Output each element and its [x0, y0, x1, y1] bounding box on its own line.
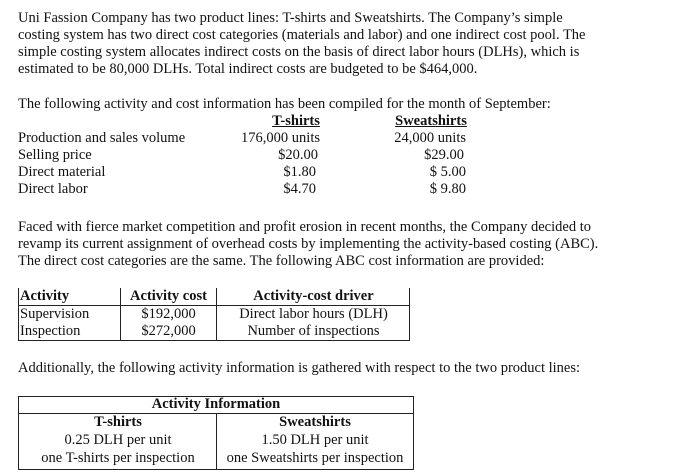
- info-cell-tshirts-dlh: 0.25 DLH per unit: [64, 432, 172, 448]
- info-header-tshirts: T-shirts: [94, 414, 142, 430]
- intro-line-3: simple costing system allocates indirect costs on the basis of direct labor hours (DLHs), which is: [18, 44, 580, 60]
- info-cell-sweatshirts-inspection: one Sweatshirts per inspection: [226, 450, 404, 466]
- intro-line-4: estimated to be 80,000 DLHs. Total indirect costs are budgeted to be $464,000.: [18, 61, 478, 77]
- intro-paragraph: [18, 10, 682, 78]
- cell-sweatshirts-price: $29.00: [424, 147, 464, 163]
- activity-intro: The following activity and cost information has been compiled for the month of September:: [18, 96, 551, 112]
- abc-cell-cost-1: $192,000: [141, 306, 196, 322]
- abc-intro-line-2: revamp its current assignment of overhead costs by implementing the activity-based costing (ABC).: [18, 236, 599, 252]
- header-sweatshirts: Sweatshirts: [395, 113, 467, 129]
- cell-tshirts-material: $1.80: [283, 164, 316, 180]
- cell-tshirts-labor: $4.70: [283, 181, 316, 197]
- abc-cell-cost-2: $272,000: [141, 323, 196, 339]
- info-cell-sweatshirts-dlh: 1.50 DLH per unit: [261, 432, 369, 448]
- abc-header-cost: Activity cost: [130, 288, 207, 304]
- abc-intro-line-1: Faced with fierce market competition and profit erosion in recent months, the Company decided to: [18, 219, 591, 235]
- abc-cell-activity-2: Inspection: [20, 323, 81, 339]
- abc-header-driver: Activity-cost driver: [253, 288, 374, 304]
- row-label-labor: Direct labor: [18, 181, 88, 197]
- cell-tshirts-volume: 176,000 units: [241, 130, 320, 146]
- row-label-material: Direct material: [18, 164, 106, 180]
- row-label-volume: Production and sales volume: [18, 130, 186, 146]
- intro-line-2: costing system has two direct cost categories (materials and labor) and one indirect cost pool. The: [18, 27, 586, 43]
- intro-line-1: Uni Fassion Company has two product lines: T-shirts and Sweatshirts. The Company’s simple: [18, 10, 563, 26]
- cell-tshirts-price: $20.00: [278, 147, 318, 163]
- row-label-price: Selling price: [18, 147, 92, 163]
- header-tshirts: T-shirts: [272, 113, 320, 129]
- cell-sweatshirts-volume: 24,000 units: [394, 130, 466, 146]
- abc-cell-driver-1: Direct labor hours (DLH): [239, 306, 388, 322]
- abc-cell-driver-2: Number of inspections: [247, 323, 380, 339]
- abc-header-activity: Activity: [20, 288, 70, 304]
- abc-intro-paragraph: [18, 219, 682, 270]
- abc-intro-line-3: The direct cost categories are the same. The following ABC cost information are provided:: [18, 253, 545, 269]
- info-header-sweatshirts: Sweatshirts: [279, 414, 351, 430]
- info-title: Activity Information: [151, 396, 281, 412]
- additional-text: Additionally, the following activity information is gathered with respect to the two product lines:: [18, 360, 581, 376]
- cell-sweatshirts-material: $ 5.00: [429, 164, 466, 180]
- info-cell-tshirts-inspection: one T-shirts per inspection: [41, 450, 195, 466]
- cell-sweatshirts-labor: $ 9.80: [429, 181, 466, 197]
- abc-cell-activity-1: Supervision: [20, 306, 90, 322]
